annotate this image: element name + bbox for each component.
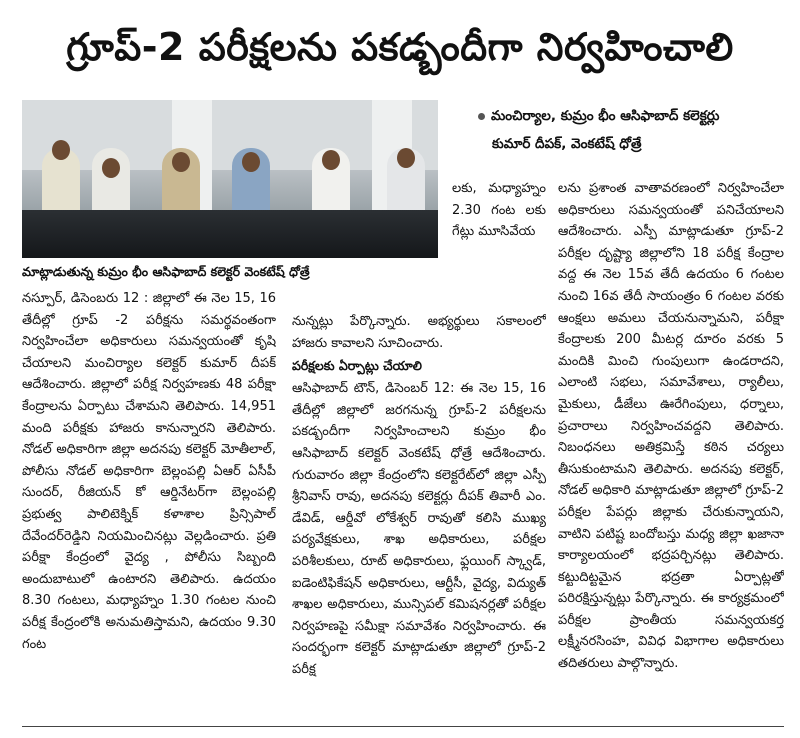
bullet-icon bbox=[478, 113, 485, 120]
news-photo bbox=[22, 100, 438, 258]
photo-person-head bbox=[172, 152, 190, 172]
article-column-2 bbox=[292, 311, 546, 721]
photo-table bbox=[22, 210, 438, 258]
photo-person-head bbox=[52, 140, 70, 160]
photo-person-head bbox=[322, 150, 340, 170]
subhead-line-2: కుమార్ దీపక్, వెంకటేష్ ధోత్రే bbox=[492, 136, 642, 152]
bottom-divider bbox=[22, 726, 784, 727]
column-2-body: ఆసిఫాబాద్ టౌన్, డిసెంబర్ 12: ఈ నెల 15, 16 తేదీల్లో జిల్లాలో జరగనున్న గ్రూప్-2 పరీక్షలను పకడ్బందీగా నిర్వహించాలని కుమ్రం భీం ఆసిఫాబాద్ కలెక్టర్ వెంకటేష్ ధోత్రే ఆదేశించారు. గురువారం జిల్లా కేంద్రంలోని కలెక్టరేట్‌లో జిల్లా ఎస్పీ శ్రీనివాస్ రావు, అదనపు కలెక్టర్లు దీపక్ తివారీ ఎం. డేవిడ్, ఆర్డీవో లోకేశ్వర్ రావుతో కలిసి ముఖ్య పర్యవేక్షకులు, శాఖ అధికారులు, పరీక్షల పరిశీలకులు, రూట్ అధికారులు, ఫ్లయింగ్ స్క్వాడ్, ఐడెంటిఫికేషన్ అధికారులు, ఆర్టీసీ, వైద్య, విద్యుత్ శాఖల అధికారులు, మున్సిపల్ కమిషనర్లతో పరీక్షల నిర్వహణపై సమీక్షా సమావేశం నిర్వహించారు. ఈ సందర్భంగా కలెక్టర్ మాట్లాడుతూ జిల్లాలో గ్రూప్-2 పరీక్ష bbox=[292, 381, 546, 677]
photo-person-head bbox=[102, 158, 120, 178]
photo-caption: మాట్లాడుతున్న కుమ్రం భీం ఆసిఫాబాద్ కలెక్టర్ వెంకటేష్ ధోత్రే bbox=[22, 264, 310, 279]
column-2-subtitle: పరీక్షలకు ఏర్పాట్లు చేయాలి bbox=[292, 358, 422, 374]
column-3-text: లను ప్రశాంత వాతావరణంలో నిర్వహించేలా అధికారులు సమన్వయంతో పనిచేయాలని ఆదేశించారు. ఎస్పీ మాట్లాడుతూ గ్రూప్-2 పరీక్షల దృష్ట్యా జిల్లాలోని 18 పరీక్ష కేంద్రాల వద్ద ఈ నెల 15వ తేదీ ఉదయం 6 గంటల నుంచి 16వ తేదీ సాయంత్రం 6 గంటల వరకు ఆంక్షలు అమలు చేయనున్నామని, పరీక్షా కేంద్రాలకు 200 మీటర్ల దూరం వరకు 5 మందికి మించి గుంపులుగా ఉండరాదని, ఎలాంటి సభలు, సమావేశాలు, ర్యాలీలు, మైకులు, డీజేలు ఊరేగింపులు, ధర్నాలు, ప్రచారాలు నిర్వహించవద్దని తెలిపారు. నిబంధనలు అతిక్రమిస్తే కఠిన చర్యలు తీసుకుంటామని తెలిపారు. అదనపు కలెక్టర్, నోడల్ అధికారి మాట్లాడుతూ జిల్లాలో గ్రూప్-2 పరీక్షల పేపర్లు జిల్లాకు చేరుకున్నాయని, వాటిని పటిష్ట బందోబస్తు మధ్య జిల్లా ఖజానా కార్యాలయంలో భద్రపర్చినట్లు తెలిపారు. కట్టుదిట్టమైన భద్రతా ఏర్పాట్లతో పరిరక్షిస్తున్నట్లు పేర్కొన్నారు. ఈ కార్యక్రమంలో పరీక్షల ప్రాంతీయ సమన్వయకర్త లక్ష్మీనరసింహ, వివిధ విభాగాల అధికారులు తదితరులు పాల్గొన్నారు. bbox=[558, 181, 784, 672]
column-2-text: నున్నట్లు పేర్కొన్నారు. అభ్యర్థులు సకాలంలో హాజరు కావాలని సూచించారు. bbox=[292, 314, 546, 351]
headline: గ్రూప్-2 పరీక్షలను పకడ్బందీగా నిర్వహించాలి bbox=[66, 25, 734, 69]
photo-person-head bbox=[397, 148, 415, 168]
subhead-text-1: మంచిర్యాల, కుమ్రం భీం ఆసిఫాబాద్ కలెక్టర్లు bbox=[491, 108, 720, 124]
article-column-1 bbox=[22, 288, 276, 718]
article-column-2-top bbox=[452, 178, 546, 308]
article-column-3 bbox=[558, 178, 784, 718]
photo-person-head bbox=[242, 152, 260, 172]
column-2-top-text: లకు, మధ్యాహ్నం 2.30 గంట లకు గేట్లు మూసివేయ bbox=[452, 181, 546, 240]
column-1-text: నస్పూర్, డిసెంబరు 12 : జిల్లాలో ఈ నెల 15, 16 తేదీల్లో గ్రూప్ -2 పరీక్షను సమర్థవంతంగా నిర్వహించేలా అధికారులు సమన్వయంతో కృషి చేయాలని మంచిర్యాల కలెక్టర్ కుమార్ దీపక్ ఆదేశించారు. జిల్లాలో పరీక్ష నిర్వహణకు 48 పరీక్షా కేంద్రాలను ఏర్పాటు చేశామని తెలిపారు. 14,951 మంది పరీక్షకు హాజరు కానున్నారని తెలిపారు. నోడల్ అధికారిగా జిల్లా అదనపు కలెక్టర్ మోతీలాల్, పోలీసు నోడల్ అధికారిగా బెల్లంపల్లి ఏఆర్ ఏసీపీ సుందర్, రీజియన్ కో ఆర్డినేటర్‌గా బెల్లంపల్లి ప్రభుత్వ పాలిటెక్నిక్ కళాశాల ప్రిన్సిపాల్ దేవేందర్‌రెడ్డిని నియమించినట్లు వెల్లడించారు. ప్రతి పరీక్షా కేంద్రంలో వైద్య , పోలీసు సిబ్బంది అందుబాటులో ఉంటారని తెలిపారు. ఉదయం 8.30 గంటలు, మధ్యాహ్నం 1.30 గంటల నుంచి పరీక్ష కేంద్రంలోకి అనుమతిస్తామని, ఉదయం 9.30 గంట bbox=[22, 291, 276, 652]
subhead-line-1 bbox=[478, 108, 719, 127]
